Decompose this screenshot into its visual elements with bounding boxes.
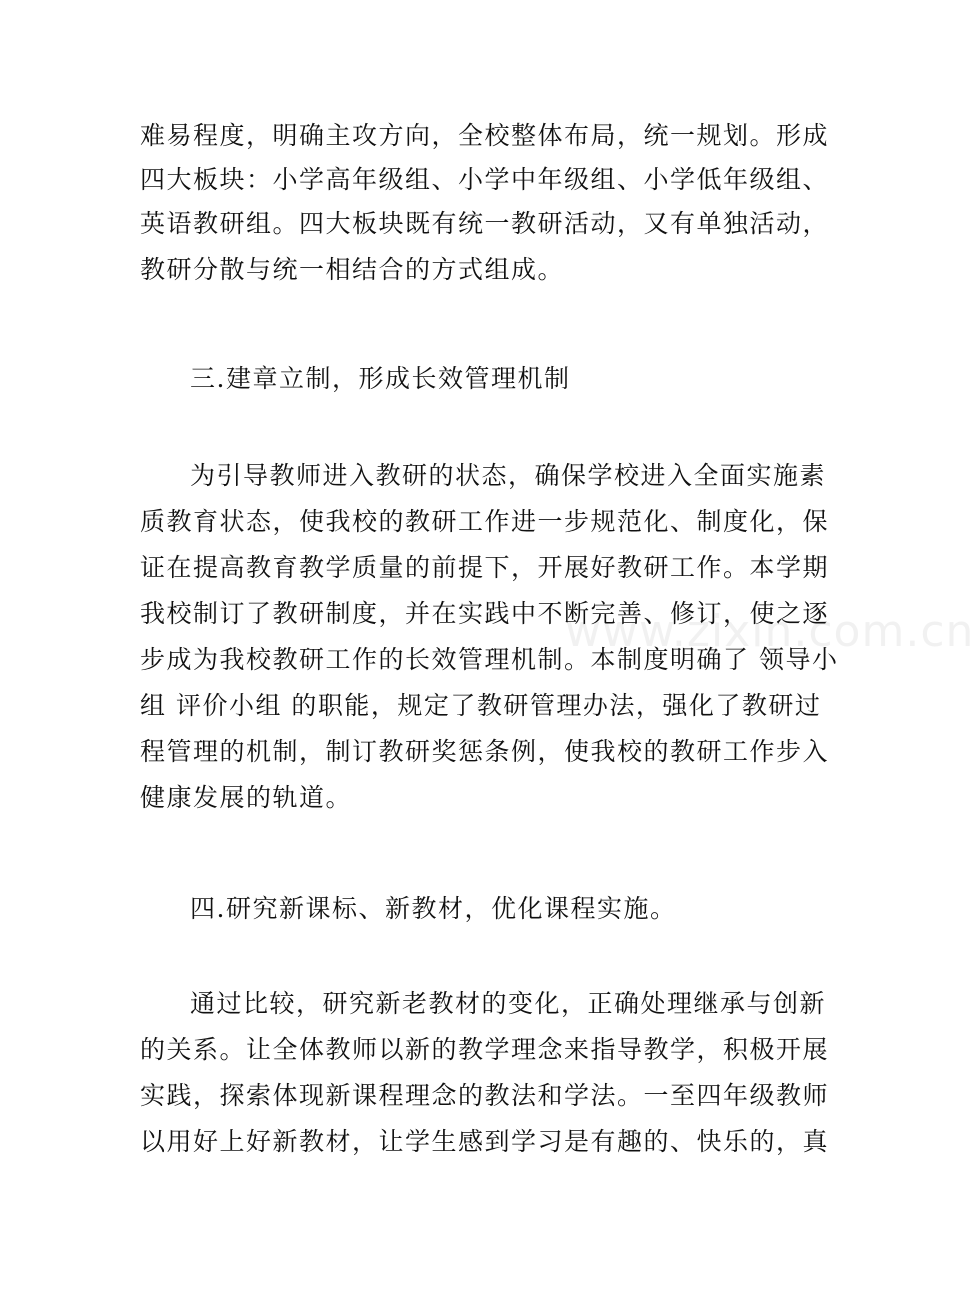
paragraph-line: 健康发展的轨道。: [140, 783, 353, 812]
paragraph-line: 为引导教师进入教研的状态，确保学校进入全面实施素: [190, 461, 827, 490]
watermark: www.zixin.com.cn: [565, 606, 974, 657]
paragraph-line: 的关系。让全体教师以新的教学理念来指导教学，积极开展: [140, 1035, 830, 1064]
paragraph-line: 实践，探索体现新课程理念的教法和学法。一至四年级教师: [140, 1081, 830, 1110]
paragraph-line: 难易程度，明确主攻方向，全校整体布局，统一规划。形成: [140, 121, 830, 150]
paragraph-line: 证在提高教育教学质量的前提下，开展好教研工作。本学期: [140, 553, 830, 582]
paragraph-line: 组 评价小组 的职能，规定了教研管理办法，强化了教研过: [140, 691, 822, 720]
paragraph-line: 质教育状态，使我校的教研工作进一步规范化、制度化，保: [140, 507, 830, 536]
paragraph-line: 步成为我校教研工作的长效管理机制。本制度明确了 领导小: [140, 645, 839, 674]
paragraph-line: 以用好上好新教材，让学生感到学习是有趣的、快乐的，真: [140, 1127, 830, 1156]
paragraph-line: 我校制订了教研制度，并在实践中不断完善、修订，使之逐: [140, 599, 830, 628]
paragraph-line: 英语教研组。四大板块既有统一教研活动，又有单独活动，: [140, 209, 830, 238]
paragraph-line: 教研分散与统一相结合的方式组成。: [140, 255, 565, 284]
paragraph-line: 程管理的机制，制订教研奖惩条例，使我校的教研工作步入: [140, 737, 830, 766]
section-heading: 三.建章立制，形成长效管理机制: [190, 364, 571, 393]
section-heading: 四.研究新课标、新教材，优化课程实施。: [190, 894, 677, 923]
paragraph-line: 通过比较，研究新老教材的变化，正确处理继承与创新: [190, 989, 827, 1018]
paragraph-line: 四大板块：小学高年级组、小学中年级组、小学低年级组、: [140, 165, 830, 194]
